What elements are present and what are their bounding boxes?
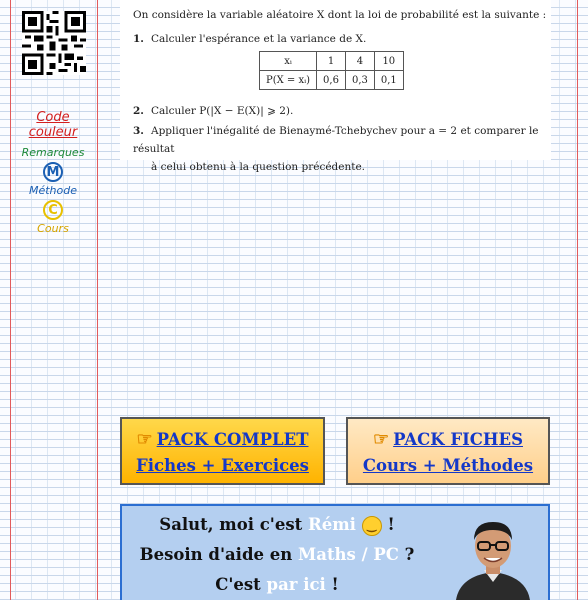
promo-text: ! (381, 515, 395, 534)
pack-fiches-subtitle[interactable]: Cours + Méthodes (362, 456, 534, 475)
question-2 (133, 105, 293, 117)
table-cell: P(X = xᵢ) (260, 71, 317, 90)
right-margin-line (577, 0, 578, 600)
hand-pointing-icon: ☞ (372, 429, 390, 450)
probability-table (259, 51, 404, 90)
promo-greeting (122, 515, 432, 536)
promo-text: Salut, moi c'est (159, 515, 309, 534)
smiley-icon: ‿ (362, 516, 382, 536)
promo-question (122, 545, 432, 564)
table-cell: 10 (374, 52, 403, 71)
question-number: 3. (133, 125, 144, 137)
cours-icon: C (43, 200, 63, 220)
legend-remarques: Remarques (21, 146, 85, 159)
pack-fiches-button[interactable] (346, 417, 550, 485)
methode-icon: M (43, 162, 63, 182)
table-cell: xᵢ (260, 52, 317, 71)
question-1 (133, 33, 366, 45)
exercise-statement (120, 0, 551, 173)
question-text: Calculer P(|X − E(X)| ⩾ 2). (151, 105, 294, 117)
table-cell: 1 (317, 52, 346, 71)
hand-pointing-icon: ☞ (136, 429, 153, 450)
margin-line (97, 0, 98, 600)
question-text-continued: à celui obtenu à la question précédente. (151, 161, 366, 173)
legend-cours: Cours (37, 222, 69, 235)
question-number: 1. (133, 33, 144, 45)
avatar-photo (450, 510, 536, 600)
promo-text: ! (325, 575, 339, 594)
color-code-title: Code couleur (28, 110, 78, 140)
table-cell: 0,1 (374, 71, 403, 90)
legend-methode: Méthode (28, 184, 78, 197)
question-3 (133, 122, 543, 176)
table-cell: 4 (345, 52, 374, 71)
question-text: Appliquer l'inégalité de Bienaymé-Tchebychev pour a = 2 et comparer le résultat (133, 125, 539, 155)
promo-banner[interactable] (120, 504, 550, 600)
table-cell: 0,3 (345, 71, 374, 90)
promo-link[interactable]: par ici (266, 575, 326, 594)
question-number: 2. (133, 105, 144, 117)
promo-text: C'est (215, 575, 267, 594)
table-row (260, 52, 404, 71)
question-text: Calculer l'espérance et la variance de X. (151, 33, 367, 45)
promo-name: Rémi (308, 515, 356, 534)
promo-cta (122, 575, 432, 594)
table-cell: 0,6 (317, 71, 346, 90)
pack-complet-subtitle[interactable]: Fiches + Exercices (136, 456, 309, 475)
promo-text: Besoin d'aide en (139, 545, 298, 564)
pack-fiches-title[interactable]: PACK FICHES (393, 430, 523, 449)
left-margin-line (10, 0, 11, 600)
promo-subject: Maths / PC (297, 545, 399, 564)
exercise-intro: On considère la variable aléatoire X dont la loi de probabilité est la suivante : (133, 9, 547, 21)
pack-complet-button[interactable] (120, 417, 325, 485)
table-row (260, 71, 404, 90)
pack-complet-title[interactable]: PACK COMPLET (156, 430, 309, 449)
color-code-legend (14, 110, 92, 235)
promo-text: ? (398, 545, 415, 564)
qr-code-icon[interactable] (22, 11, 86, 75)
